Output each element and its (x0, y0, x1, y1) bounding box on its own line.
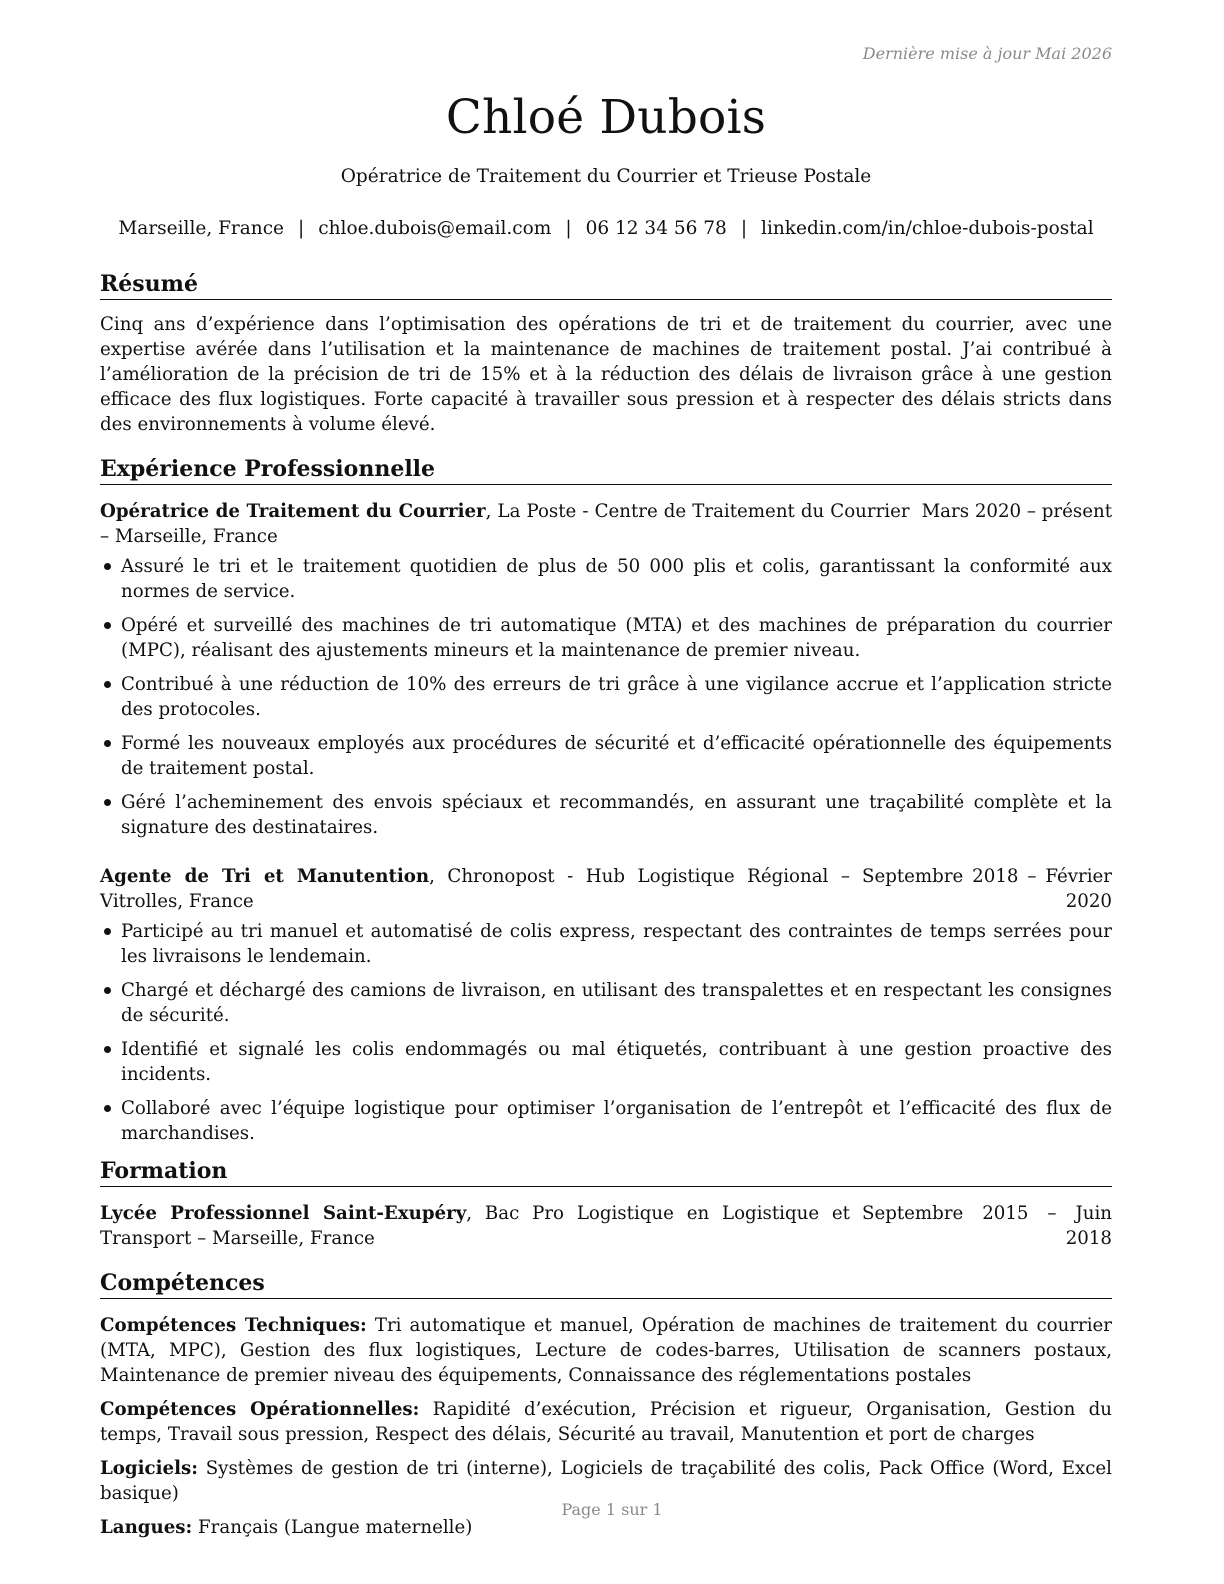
skill-group-operational (100, 1397, 1112, 1447)
resume-summary: Cinq ans d’expérience dans l’optimisation des opérations de tri et de traitement du courrier, avec une expertise avérée dans l’utilisation et la maintenance de machines de traitement postal. J’ai contribué à l’amélioration de la précision de tri de 15% et à la réduction des délais de livraison grâce à une gestion efficace des flux logistiques. Forte capacité à travailler sous pression et à respecter des délais stricts dans des environnements à volume élevé. (100, 314, 1112, 435)
contact-location: Marseille, France (118, 218, 285, 239)
job-role: Agente de Tri et Manutention (100, 866, 430, 887)
job-title-line (100, 499, 922, 549)
contact-line (100, 217, 1112, 241)
contact-separator: | (565, 218, 572, 239)
job-bullets (100, 554, 1112, 840)
job-header (100, 864, 1112, 914)
list-item: Participé au tri manuel et automatisé de colis express, respectant des contraintes de temps serrées pour les livraisons le lendemain. (100, 919, 1112, 969)
list-item: Chargé et déchargé des camions de livraison, en utilisant des transpalettes et en respectant les consignes de sécurité. (100, 978, 1112, 1028)
job-entry (100, 499, 1112, 840)
skill-label: Logiciels: (100, 1458, 198, 1479)
candidate-headline: Opératrice de Traitement du Courrier et Trieuse Postale (340, 166, 872, 187)
contact-separator: | (740, 218, 748, 239)
skill-group-technical (100, 1313, 1112, 1388)
skill-label: Langues: (100, 1517, 193, 1538)
page-number: Page 1 sur 1 (561, 1500, 663, 1519)
education-school: Lycée Professionnel Saint-Exupéry (100, 1203, 467, 1224)
list-item: Assuré le tri et le traitement quotidien de plus de 50 000 plis et colis, garantissant la conformité aux normes de service. (100, 554, 1112, 604)
contact-phone: 06 12 34 56 78 (585, 218, 727, 239)
section-title-education: Formation (100, 1157, 1112, 1187)
list-item: Identifié et signalé les colis endommagés ou mal étiquetés, contribuant à une gestion proactive des incidents. (100, 1037, 1112, 1087)
skill-text: Rapidité d’exécution, Précision et rigueur, Organisation, Gestion du temps, Travail sous pression, Respect des délais, Sécurité au travail, Manutention et port de charges (100, 1399, 1112, 1445)
candidate-name: Chloé Dubois (445, 90, 767, 145)
list-item: Contribué à une réduction de 10% des erreurs de tri grâce à une vigilance accrue et l’application stricte des protocoles. (100, 672, 1112, 722)
last-updated: Dernière mise à jour Mai 2026 (862, 44, 1112, 63)
section-title-experience: Expérience Professionnelle (100, 455, 1112, 485)
education-line (100, 1201, 862, 1251)
skill-label: Compétences Opérationnelles: (100, 1399, 420, 1420)
section-title-resume: Résumé (100, 270, 1112, 300)
education-details: , Bac Pro Logistique en Logistique et Transport – Marseille, France (100, 1203, 850, 1249)
skill-text: Tri automatique et manuel, Opération de machines de traitement du courrier (MTA, MPC), Gestion des flux logistiques, Lecture de codes-barres, Utilisation de scanners postaux, Maintenance de premier niveau des équipements, Connaissance des réglementations postales (100, 1315, 1112, 1386)
job-dates: Septembre 2018 – Février 2020 (862, 866, 1112, 912)
skill-text: Systèmes de gestion de tri (interne), Logiciels de traçabilité des colis, Pack Office (Word, Excel basique) (100, 1458, 1112, 1504)
job-bullets (100, 919, 1112, 1146)
job-role: Opératrice de Traitement du Courrier (100, 501, 486, 522)
skill-group-software (100, 1456, 1112, 1506)
skill-label: Compétences Techniques: (100, 1315, 367, 1336)
education-entry (100, 1201, 1112, 1251)
job-title-line (100, 864, 862, 914)
contact-separator: | (298, 218, 305, 239)
list-item: Géré l’acheminement des envois spéciaux et recommandés, en assurant une traçabilité complète et la signature des destinataires. (100, 790, 1112, 840)
job-dates: Mars 2020 – présent (921, 501, 1112, 522)
education-dates: Septembre 2015 – Juin 2018 (862, 1203, 1112, 1249)
job-company: , La Poste - Centre de Traitement du Courrier – Marseille, France (100, 501, 910, 547)
contact-linkedin[interactable]: linkedin.com/in/chloe-dubois-postal (761, 218, 1094, 239)
contact-email[interactable]: chloe.dubois@email.com (318, 218, 552, 239)
list-item: Opéré et surveillé des machines de tri automatique (MTA) et des machines de préparation du courrier (MPC), réalisant des ajustements mineurs et la maintenance de premier niveau. (100, 613, 1112, 663)
job-header (100, 499, 1112, 549)
job-company: , Chronopost - Hub Logistique Régional – Vitrolles, France (100, 866, 851, 912)
skill-text: Français (Langue maternelle) (192, 1517, 473, 1538)
list-item: Collaboré avec l’équipe logistique pour optimiser l’organisation de l’entrepôt et l’efficacité des flux de marchandises. (100, 1096, 1112, 1146)
section-title-skills: Compétences (100, 1269, 1112, 1299)
job-entry (100, 864, 1112, 1146)
list-item: Formé les nouveaux employés aux procédures de sécurité et d’efficacité opérationnelle des équipements de traitement postal. (100, 731, 1112, 781)
